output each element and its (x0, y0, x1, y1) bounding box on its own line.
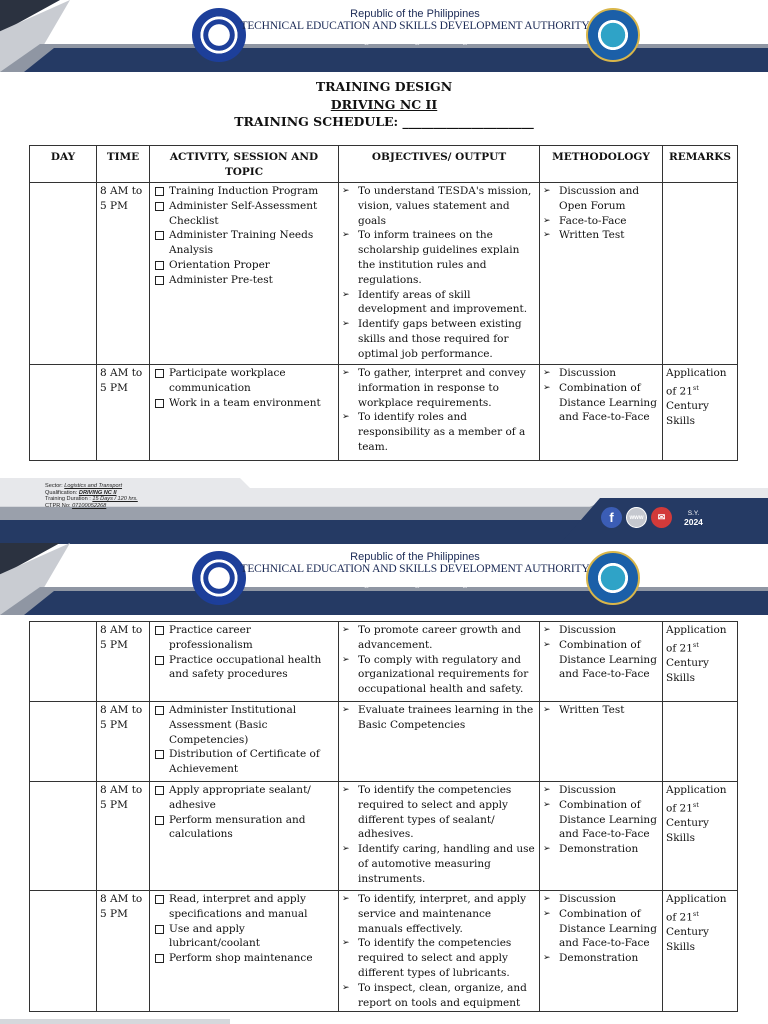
activity-cell (150, 702, 339, 782)
day-cell (30, 183, 97, 365)
methodology-item: ➢ Combination of Distance Learning and Face-to-Face (543, 798, 659, 842)
table-row (30, 365, 738, 461)
methodology-cell (540, 702, 663, 782)
methodology-cell (540, 183, 663, 365)
header-text (0, 8, 768, 45)
header-band (24, 48, 768, 72)
header-time: TIME (97, 146, 150, 183)
page-bottom-decoration (0, 1019, 230, 1024)
objective-item: ➢ To inspect, clean, organize, and report on tools and equipment (342, 981, 536, 1011)
methodology-item: ➢ Written Test (543, 703, 659, 718)
header-center: Regional Training Center – Iligan (354, 35, 476, 45)
activity-item: Administer Self-Assessment Checklist (153, 199, 335, 229)
header-activity: ACTIVITY, SESSION AND TOPIC (150, 146, 339, 183)
objectives-cell (339, 183, 540, 365)
activity-item: Practice career professionalism (153, 623, 335, 653)
objective-item: ➢ Identify caring, handling and use of automotive measuring instruments. (342, 842, 536, 886)
objective-item: ➢ Identify gaps between existing skills and those required for optimal job performance. (342, 317, 536, 361)
day-cell (30, 365, 97, 461)
table-header-row (30, 146, 738, 183)
activity-item: Apply appropriate sealant/ adhesive (153, 783, 335, 813)
objectives-cell (339, 622, 540, 702)
objectives-cell (339, 365, 540, 461)
activity-item: Work in a team environment (153, 396, 335, 411)
methodology-cell (540, 891, 663, 1012)
objective-item: ➢ To gather, interpret and convey information in response to workplace requirements. (342, 366, 536, 410)
facebook-icon[interactable]: f (601, 507, 622, 528)
header-methodology: METHODOLOGY (540, 146, 663, 183)
objective-item: ➢ To identify roles and responsibility as a member of a team. (342, 410, 536, 454)
title-qualification: DRIVING NC II (330, 96, 438, 112)
activity-item: Perform shop maintenance (153, 951, 335, 966)
activity-item: Administer Pre-test (153, 273, 335, 288)
footer-qualification: DRIVING NC II (78, 489, 117, 496)
remarks-cell: Application of 21st Century Skills (663, 782, 738, 891)
schedule-table-page2 (29, 621, 738, 1012)
activity-item: Administer Institutional Assessment (Basic Competencies) (153, 703, 335, 747)
remarks-cell (663, 183, 738, 365)
table-row (30, 891, 738, 1012)
time-cell: 8 AM to 5 PM (97, 183, 150, 365)
methodology-item: ➢ Discussion (543, 783, 659, 798)
header-center: Regional Training Center – Iligan (354, 578, 476, 588)
objective-item: ➢ Evaluate trainees learning in the Basic Competencies (342, 703, 536, 733)
methodology-item: ➢ Written Test (543, 228, 659, 243)
document-titles (0, 78, 768, 131)
header-agency: TECHNICAL EDUCATION AND SKILLS DEVELOPMENT AUTHORITY (240, 20, 590, 32)
header-day: DAY (30, 146, 97, 183)
objectives-cell (339, 702, 540, 782)
day-cell (30, 702, 97, 782)
activity-item: Read, interpret and apply specifications and manual (153, 892, 335, 922)
table-row (30, 702, 738, 782)
activity-item: Administer Training Needs Analysis (153, 228, 335, 258)
activity-item: Orientation Proper (153, 258, 335, 273)
remarks-cell: Application of 21st Century Skills (663, 891, 738, 1012)
objectives-cell (339, 782, 540, 891)
activity-item: Use and apply lubricant/coolant (153, 922, 335, 952)
methodology-item: ➢ Combination of Distance Learning and Face-to-Face (543, 907, 659, 951)
methodology-item: ➢ Demonstration (543, 951, 659, 966)
activity-cell (150, 782, 339, 891)
time-cell: 8 AM to 5 PM (97, 365, 150, 461)
time-cell: 8 AM to 5 PM (97, 702, 150, 782)
activity-item: Participate workplace communication (153, 366, 335, 396)
footer-social-icons (601, 507, 672, 528)
table-row (30, 622, 738, 702)
footer-duration: 15 Days / 120 hrs. (92, 496, 138, 502)
header-republic: Republic of the Philippines (350, 551, 480, 563)
methodology-cell (540, 782, 663, 891)
methodology-cell (540, 622, 663, 702)
mail-icon[interactable]: ✉ (651, 507, 672, 528)
activity-cell (150, 622, 339, 702)
objectives-cell (339, 891, 540, 1012)
day-cell (30, 782, 97, 891)
objective-item: ➢ To understand TESDA's mission, vision, values statement and goals (342, 184, 536, 228)
footer-ctpr: 07100052268 (72, 502, 107, 509)
objective-item: ➢ To identify, interpret, and apply service and maintenance manuals effectively. (342, 892, 536, 936)
objective-item: ➢ To inform trainees on the scholarship guidelines explain the institution rules and regulations. (342, 228, 536, 287)
header-text (0, 551, 768, 588)
header-band (24, 591, 768, 615)
remarks-cell: Application of 21st Century Skills (663, 622, 738, 702)
table-row (30, 782, 738, 891)
time-cell: 8 AM to 5 PM (97, 622, 150, 702)
methodology-item: ➢ Combination of Distance Learning and Face-to-Face (543, 381, 659, 425)
day-cell (30, 622, 97, 702)
activity-cell (150, 891, 339, 1012)
website-icon[interactable]: www (626, 507, 647, 528)
activity-item: Perform mensuration and calculations (153, 813, 335, 843)
page-header (0, 543, 768, 621)
title-schedule: TRAINING SCHEDULE: _____________________ (234, 114, 534, 129)
objective-item: ➢ To identify the competencies required to select and apply different types of sealant/ adhesives. (342, 783, 536, 842)
day-cell (30, 891, 97, 1012)
footer-school-year: S.Y. 2024 (684, 510, 703, 527)
activity-item: Practice occupational health and safety procedures (153, 653, 335, 683)
objective-item: ➢ Identify areas of skill development and improvement. (342, 288, 536, 318)
activity-item: Distribution of Certificate of Achievement (153, 747, 335, 777)
table-row (30, 183, 738, 365)
title-training-design: TRAINING DESIGN (315, 79, 453, 94)
activity-item: Training Induction Program (153, 184, 335, 199)
objective-item: ➢ To identify the competencies required to select and apply different types of lubricants. (342, 936, 536, 980)
activity-cell (150, 365, 339, 461)
methodology-cell (540, 365, 663, 461)
footer-program-info: Sector: Logistics and Transport Qualification: DRIVING NC II Training Duration : 15 Days / 120 hrs. CTPR No: 07100052268 (45, 483, 138, 509)
time-cell: 8 AM to 5 PM (97, 782, 150, 891)
methodology-item: ➢ Discussion (543, 892, 659, 907)
methodology-item: ➢ Discussion and Open Forum (543, 184, 659, 214)
header-republic: Republic of the Philippines (350, 8, 480, 20)
header-objectives: OBJECTIVES/ OUTPUT (339, 146, 540, 183)
footer-sector: Logistics and Transport (64, 483, 123, 489)
methodology-item: ➢ Demonstration (543, 842, 659, 857)
time-cell: 8 AM to 5 PM (97, 891, 150, 1012)
methodology-item: ➢ Discussion (543, 623, 659, 638)
objective-item: ➢ To comply with regulatory and organizational requirements for occupational health and safety. (342, 653, 536, 697)
methodology-item: ➢ Face-to-Face (543, 214, 659, 229)
activity-cell (150, 183, 339, 365)
objective-item: ➢ To promote career growth and advancement. (342, 623, 536, 653)
header-agency: TECHNICAL EDUCATION AND SKILLS DEVELOPMENT AUTHORITY (240, 563, 590, 575)
page-header (0, 0, 768, 78)
schedule-table-page1 (29, 145, 738, 461)
header-remarks: REMARKS (663, 146, 738, 183)
page-footer (0, 474, 768, 544)
remarks-cell (663, 702, 738, 782)
methodology-item: ➢ Combination of Distance Learning and Face-to-Face (543, 638, 659, 682)
methodology-item: ➢ Discussion (543, 366, 659, 381)
remarks-cell: Application of 21st Century Skills (663, 365, 738, 461)
